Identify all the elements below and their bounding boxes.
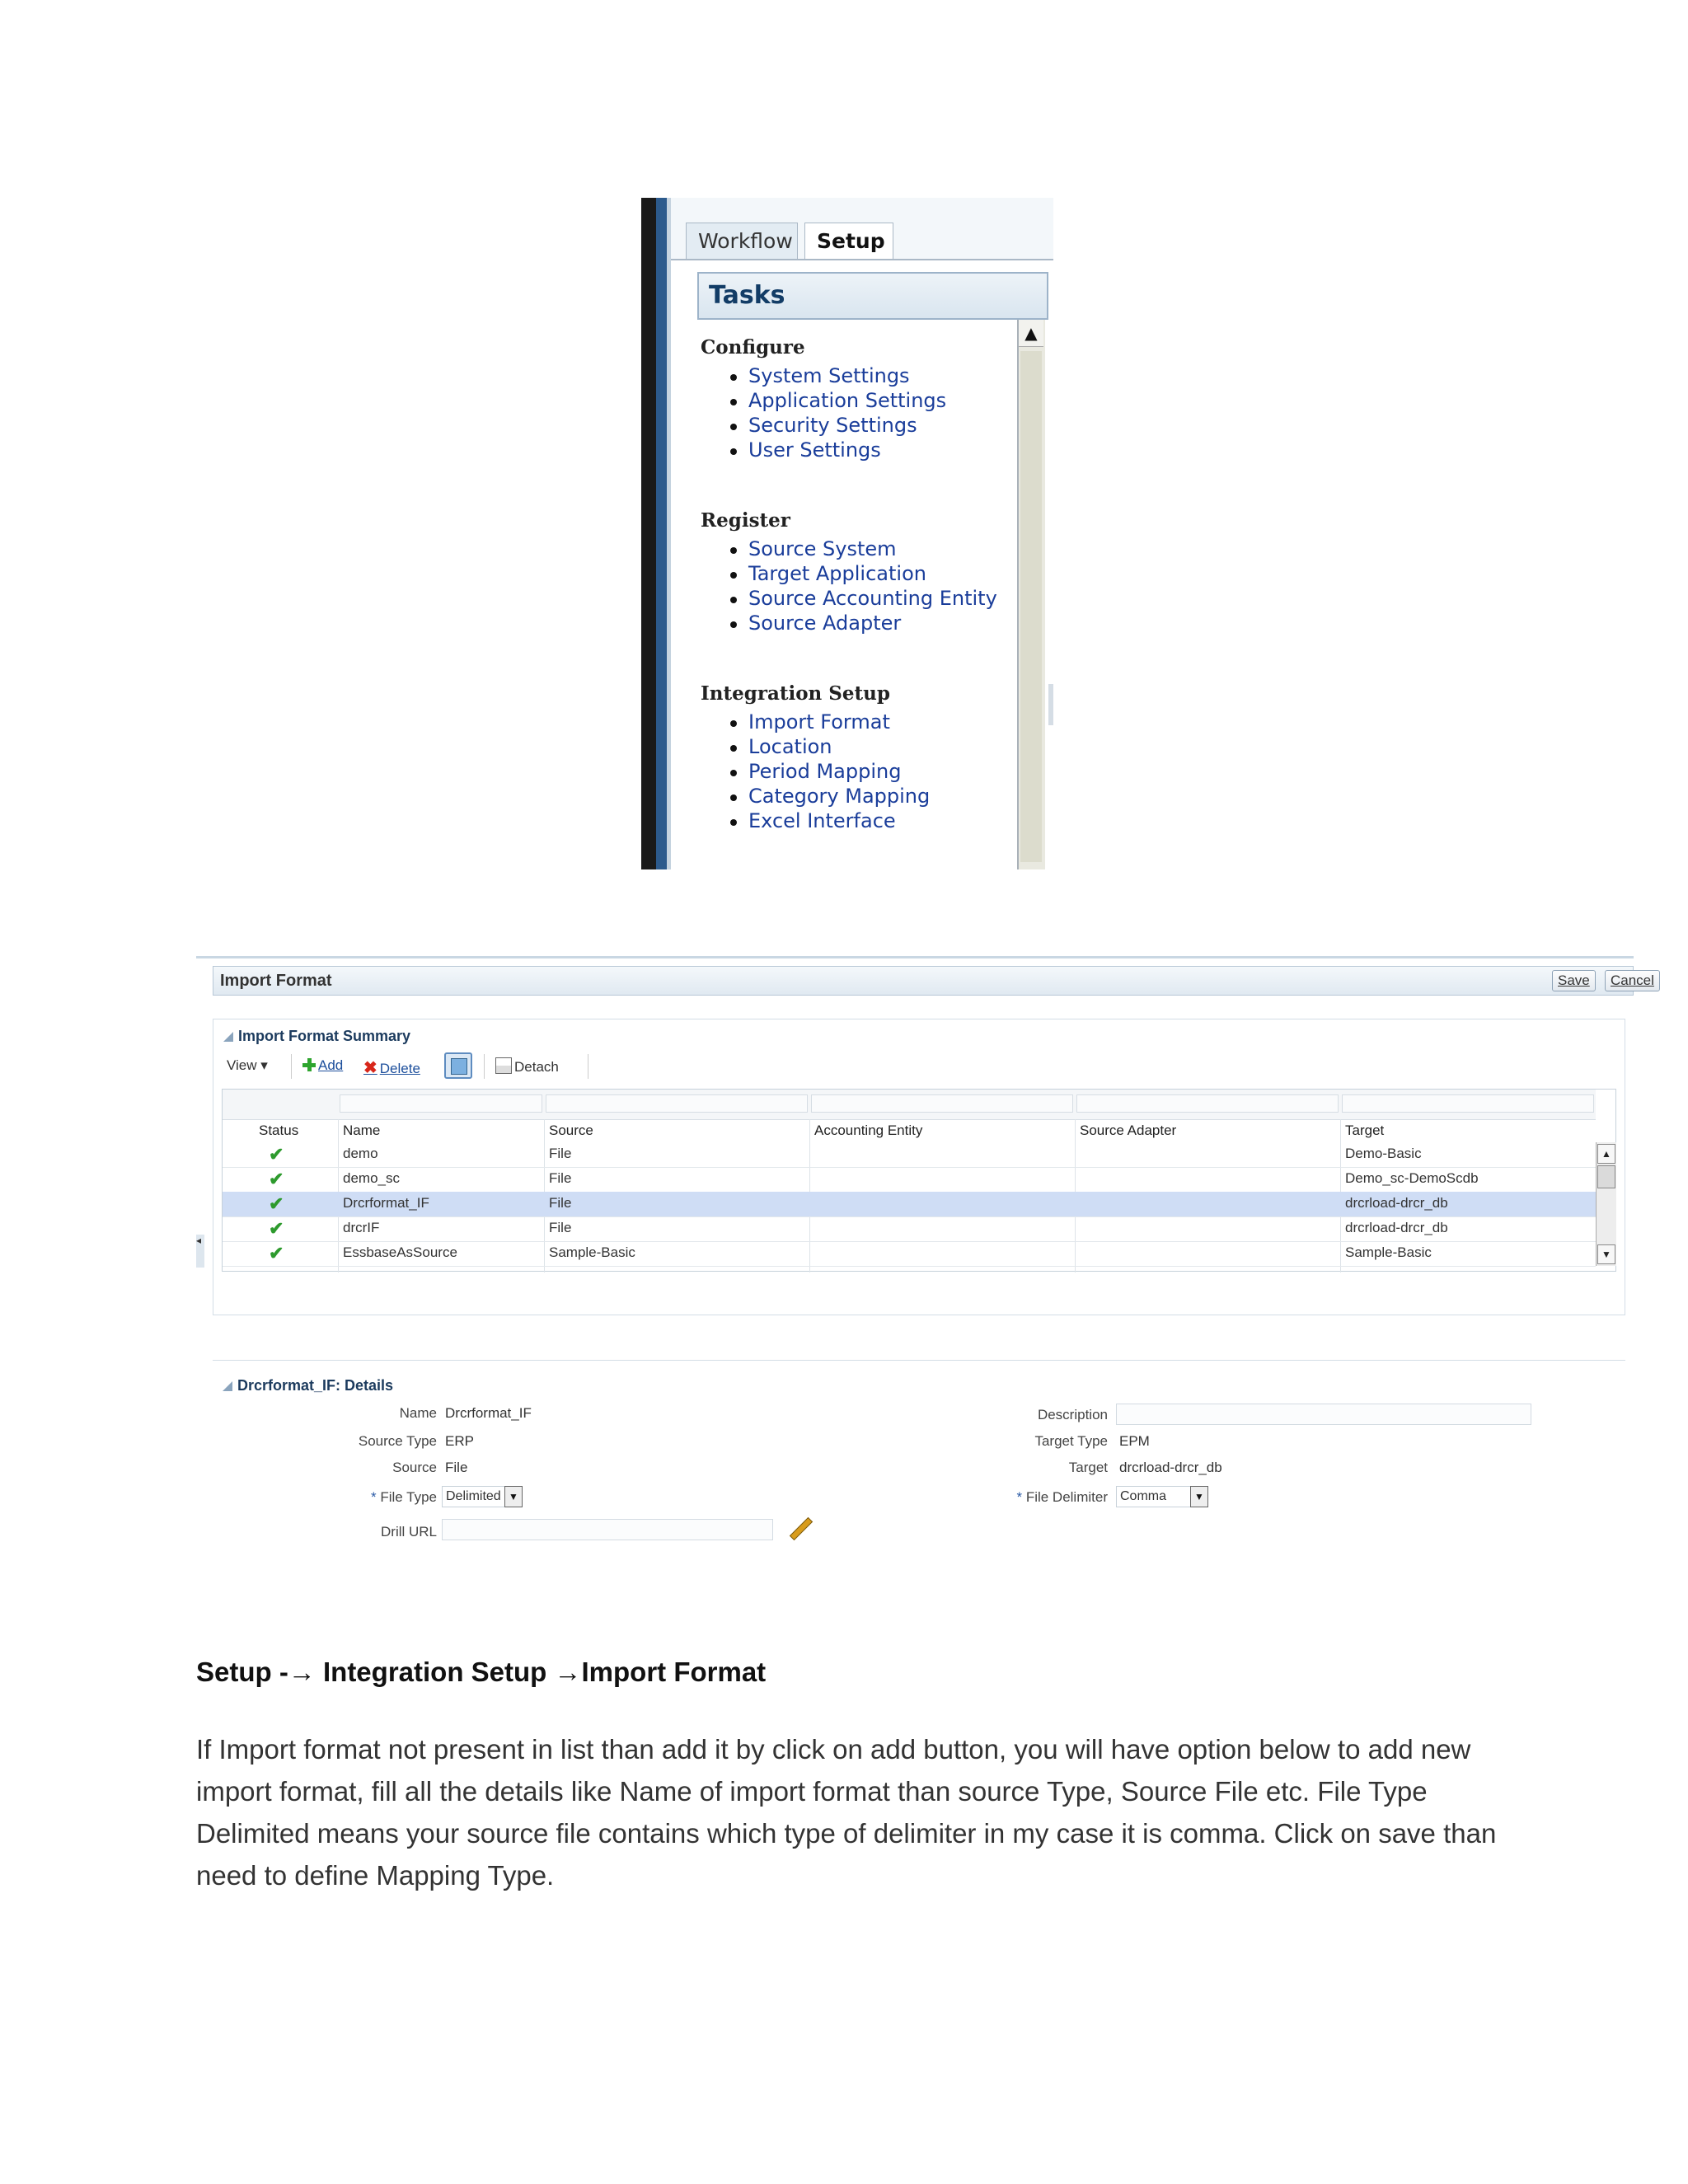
tasks-scrollbar[interactable] <box>1017 320 1045 869</box>
column-header-source[interactable]: Source <box>549 1122 593 1138</box>
task-link-user-settings[interactable]: User Settings <box>748 438 946 462</box>
cell-source: Sample-Basic <box>549 1244 635 1260</box>
filter-source-adapter-input[interactable] <box>1076 1094 1339 1113</box>
task-link-excel-interface[interactable]: Excel Interface <box>748 808 930 833</box>
task-link-period-mapping[interactable]: Period Mapping <box>748 759 930 784</box>
description-label: Description <box>1037 1407 1108 1422</box>
cell-source: File <box>549 1195 572 1211</box>
cell-target: drcrload-drcr_db <box>1345 1195 1448 1211</box>
tabs-divider <box>671 259 1053 260</box>
source-type-value: ERP <box>445 1433 474 1449</box>
scroll-thumb[interactable] <box>1020 351 1042 862</box>
details-title: Drcrformat_IF: Details <box>237 1377 394 1394</box>
drill-url-label: Drill URL <box>381 1524 437 1540</box>
delete-label: Delete <box>379 1061 420 1076</box>
tab-workflow[interactable]: Workflow <box>686 223 798 259</box>
file-type-select[interactable]: Delimited <box>442 1486 521 1507</box>
file-delimiter-select[interactable]: Comma <box>1116 1486 1207 1507</box>
left-frame-edge <box>667 198 671 869</box>
body-paragraph: If Import format not present in list than add it by click on add button, you will have option below to add new import format, fill all the details like Name of import format than source Type, Source File etc. File Type Delimited means your source file contains which type of delimiter in my case it is comma. Click on save than need to define Mapping Type. <box>196 1734 1497 1891</box>
details-section <box>213 1360 1625 1558</box>
scroll-down-icon[interactable]: ▼ <box>1597 1244 1615 1264</box>
cell-source: File <box>549 1220 572 1235</box>
task-link-category-mapping[interactable]: Category Mapping <box>748 785 931 808</box>
collapse-triangle-icon[interactable] <box>223 1381 232 1391</box>
required-marker: * <box>1016 1489 1023 1505</box>
summary-title-row[interactable] <box>223 1028 410 1045</box>
table-scrollbar[interactable] <box>1596 1142 1616 1266</box>
left-frame-accent <box>656 198 667 869</box>
task-link-source-system[interactable]: Source System <box>748 537 997 561</box>
filter-source-input[interactable] <box>546 1094 808 1113</box>
task-link-application-settings[interactable]: Application Settings <box>748 389 947 412</box>
cell-target: Demo-Basic <box>1345 1146 1422 1161</box>
target-value: drcrload-drcr_db <box>1119 1460 1222 1475</box>
cell-target: Sample-Basic <box>1345 1244 1432 1260</box>
import-format-table <box>222 1089 1616 1272</box>
source-type-label: Source Type <box>358 1433 437 1449</box>
import-format-header <box>213 966 1654 996</box>
detach-icon <box>495 1057 512 1074</box>
cell-name: Drcrformat_IF <box>343 1195 429 1211</box>
edit-icon-glyph <box>451 1058 467 1075</box>
cell-target: Demo_sc-DemoScdb <box>1345 1170 1479 1186</box>
task-list <box>701 363 946 462</box>
detach-label: Detach <box>514 1059 559 1075</box>
scroll-up-icon[interactable]: ▲ <box>1597 1144 1615 1164</box>
scroll-up-icon[interactable]: ▲ <box>1019 320 1043 347</box>
name-label: Name <box>399 1405 437 1421</box>
collapse-triangle-icon[interactable] <box>223 1032 233 1042</box>
table-row[interactable] <box>223 1216 1596 1242</box>
file-type-label: File Type <box>380 1489 437 1505</box>
task-link-security-settings[interactable]: Security Settings <box>748 413 946 438</box>
target-type-value: EPM <box>1119 1433 1150 1449</box>
cell-source: File <box>549 1170 572 1186</box>
import-format-summary <box>213 1019 1625 1315</box>
cell-name: demo <box>343 1146 378 1161</box>
task-group-integration-setup <box>701 682 930 833</box>
add-label: Add <box>318 1057 344 1073</box>
left-frame-bar <box>641 198 656 869</box>
cell-name: EssbaseAsSource <box>343 1244 457 1260</box>
task-link-source-adapter[interactable]: Source Adapter <box>748 611 997 635</box>
column-header-accounting-entity[interactable]: Accounting Entity <box>814 1122 923 1138</box>
toolbar-separator <box>484 1054 485 1079</box>
task-link-system-settings[interactable]: System Settings <box>748 363 946 388</box>
status-check-icon: ✔ <box>269 1169 284 1189</box>
import-format-title: Import Format <box>220 972 332 990</box>
task-list <box>701 537 997 635</box>
top-border <box>196 956 1634 958</box>
filter-accounting-entity-input[interactable] <box>811 1094 1073 1113</box>
delete-icon: ✖ <box>363 1059 377 1077</box>
table-row[interactable] <box>223 1142 1596 1168</box>
target-type-label: Target Type <box>1034 1433 1108 1449</box>
group-title: Configure <box>701 336 805 359</box>
file-delimiter-label: File Delimiter <box>1025 1489 1108 1505</box>
required-marker: * <box>370 1489 377 1505</box>
table-row[interactable] <box>223 1167 1596 1193</box>
task-list <box>701 710 930 833</box>
status-check-icon: ✔ <box>269 1218 284 1239</box>
filter-name-input[interactable] <box>340 1094 542 1113</box>
import-format-screenshot <box>196 956 1654 1558</box>
cancel-button[interactable]: Cancel <box>1605 970 1660 991</box>
group-title: Register <box>701 509 790 532</box>
add-icon <box>302 1058 316 1071</box>
cell-target: drcrload-drcr_db <box>1345 1220 1448 1235</box>
task-link-target-application[interactable]: Target Application <box>748 561 997 586</box>
name-value: Drcrformat_IF <box>445 1405 532 1421</box>
column-header-status[interactable]: Status <box>259 1122 299 1138</box>
task-group-configure <box>701 336 946 462</box>
file-delimiter-dropdown-icon[interactable]: ▼ <box>1190 1486 1208 1507</box>
delete-button[interactable] <box>363 1057 420 1078</box>
toolbar-separator <box>291 1054 292 1079</box>
cell-name: demo_sc <box>343 1170 400 1186</box>
view-menu[interactable] <box>227 1057 268 1074</box>
add-button[interactable] <box>302 1057 343 1074</box>
group-title: Integration Setup <box>701 682 890 705</box>
splitter-handle[interactable]: ◂ <box>196 1235 204 1268</box>
task-group-register <box>701 509 997 635</box>
file-delimiter-label-row <box>213 1489 1108 1506</box>
column-header-source-adapter[interactable]: Source Adapter <box>1080 1122 1177 1138</box>
tasks-panel-screenshot <box>641 198 1053 869</box>
cell-name: drcrIF <box>343 1220 380 1235</box>
panel-collapse-handle[interactable] <box>1048 684 1053 725</box>
status-check-icon: ✔ <box>269 1243 284 1263</box>
source-label: Source <box>392 1460 437 1475</box>
table-row-selected[interactable] <box>223 1192 1596 1217</box>
description-input[interactable] <box>1116 1404 1531 1425</box>
task-link-source-accounting-entity[interactable]: Source Accounting Entity <box>748 587 997 610</box>
cell-source: File <box>549 1146 572 1161</box>
section-heading: Setup -→ Integration Setup →Import Format <box>196 1657 767 1687</box>
summary-title: Import Format Summary <box>238 1028 411 1044</box>
source-value: File <box>445 1460 468 1475</box>
task-link-import-format[interactable]: Import Format <box>748 710 930 734</box>
pencil-icon[interactable] <box>790 1517 813 1540</box>
drill-url-input[interactable] <box>442 1519 773 1540</box>
filter-target-input[interactable] <box>1342 1094 1594 1113</box>
column-header-name[interactable]: Name <box>343 1122 381 1138</box>
filter-row <box>223 1090 1596 1120</box>
detach-button[interactable] <box>495 1057 559 1076</box>
task-link-location[interactable]: Location <box>748 734 930 759</box>
table-row[interactable] <box>223 1241 1596 1267</box>
scroll-thumb[interactable] <box>1597 1165 1615 1188</box>
chevron-down-icon: ▾ <box>260 1057 268 1073</box>
view-label: View <box>227 1057 257 1073</box>
save-button[interactable]: Save <box>1552 970 1596 991</box>
target-label: Target <box>1068 1460 1108 1475</box>
column-header-target[interactable]: Target <box>1345 1122 1385 1138</box>
tasks-header: Tasks <box>697 272 1048 320</box>
status-check-icon: ✔ <box>269 1193 284 1214</box>
edit-icon[interactable] <box>444 1052 472 1079</box>
file-type-dropdown-icon[interactable]: ▼ <box>504 1486 523 1507</box>
status-check-icon: ✔ <box>269 1144 284 1165</box>
tab-setup[interactable]: Setup <box>804 223 893 259</box>
details-title-row[interactable] <box>223 1377 393 1394</box>
